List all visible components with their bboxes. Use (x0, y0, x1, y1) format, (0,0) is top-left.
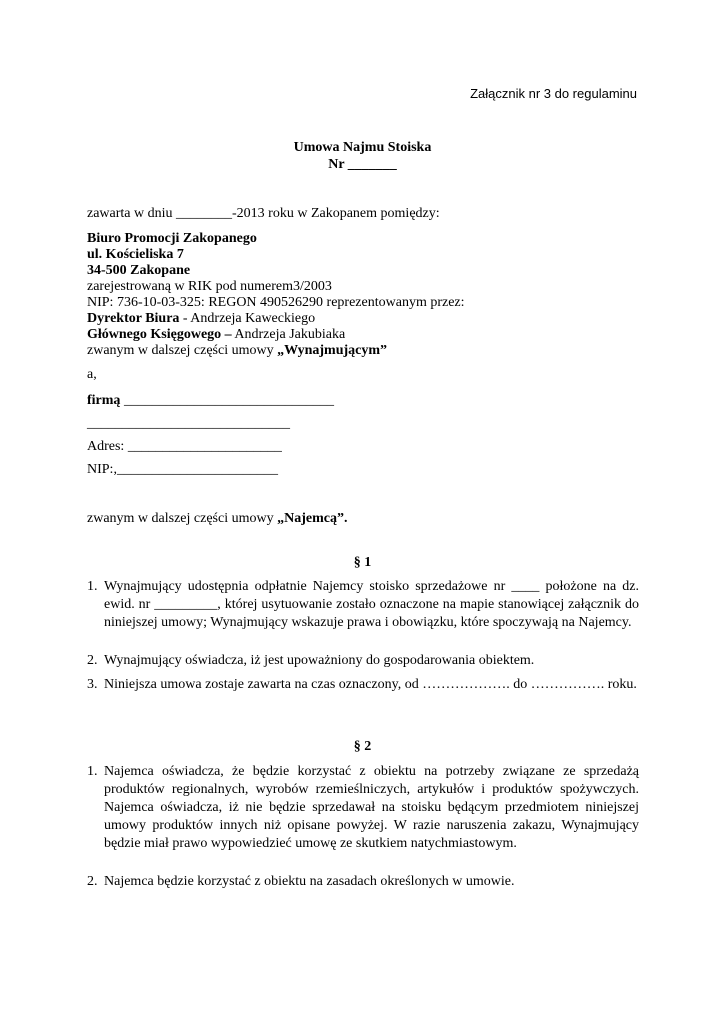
item-text: Najemca oświadcza, że będzie korzystać z obiektu na potrzeby związane ze sprzedażą produktów regionalnych, wyrobów rzemieślniczych, artykułów i produktów spożywczych. Najemca oświadcza, iż nie będzie sprzedawał na stoisku będącym przedmiotem niniejszej umowy produktów innych niż opisane powyżej. W razie naruszenia zakazu, Wynajmujący będzie miał prawo wypowiedzieć umowę ze skutkiem natychmiastowym. (104, 764, 639, 851)
item-text: Niniejsza umowa zostaje zawarta na czas oznaczony, od ………………. do ……………. roku. (104, 677, 637, 692)
landlord-called-name: „Wynajmującym” (277, 343, 388, 358)
section-2-item-2 (87, 873, 639, 891)
section-1-heading: § 1 (353, 555, 372, 570)
landlord-director (87, 310, 315, 327)
tenant-called-name: „Najemcą”. (277, 511, 348, 526)
landlord-called-prefix: zwanym w dalszej części umowy (87, 343, 278, 358)
section-2-heading: § 2 (353, 739, 372, 754)
landlord-registration: zarejestrowaną w RIK pod numerem3/2003 (87, 279, 332, 294)
conjunction: a, (87, 367, 97, 382)
accountant-role: Głównego Księgowego – (87, 327, 232, 342)
landlord-tax-ids: NIP: 736-10-03-325: REGON 490526290 reprezentowanym przez: (87, 295, 465, 310)
landlord-city: 34-500 Zakopane (87, 263, 191, 278)
item-text: Najemca będzie korzystać z obiektu na zasadach określonych w umowie. (104, 874, 515, 889)
tenant-nip: NIP:,_______________________ (87, 462, 278, 477)
director-role: Dyrektor Biura (87, 311, 180, 326)
section-1-item-3 (87, 676, 639, 694)
item-number: 2. (87, 653, 98, 668)
tenant-firm-blank-2: _____________________________ (87, 416, 290, 431)
section-1-item-2 (87, 652, 639, 670)
tenant-called (87, 510, 347, 527)
landlord-called (87, 342, 387, 359)
intro-line: zawarta w dniu ________-2013 roku w Zakopanem pomiędzy: (87, 206, 440, 221)
section-2-item-1 (87, 763, 639, 853)
annex-label: Załącznik nr 3 do regulaminu (470, 86, 637, 101)
tenant-firm-blank: ______________________________ (120, 393, 334, 408)
tenant-called-prefix: zwanym w dalszej części umowy (87, 511, 278, 526)
tenant-firm (87, 392, 334, 409)
section-1-item-1 (87, 578, 639, 632)
tenant-address: Adres: ______________________ (87, 439, 282, 454)
landlord-name: Biuro Promocji Zakopanego (87, 231, 257, 246)
item-number: 3. (87, 677, 98, 692)
director-name: - Andrzeja Kaweckiego (179, 311, 316, 326)
contract-number: Nr _______ (328, 157, 397, 172)
item-text: Wynajmujący oświadcza, iż jest upoważniony do gospodarowania obiektem. (104, 653, 535, 668)
item-number: 2. (87, 874, 98, 889)
document-title: Umowa Najmu Stoiska (293, 140, 432, 155)
landlord-accountant (87, 326, 345, 343)
item-number: 1. (87, 764, 98, 779)
tenant-firm-label: firmą (87, 393, 121, 408)
accountant-name: Andrzeja Jakubiaka (231, 327, 346, 342)
item-text: Wynajmujący udostępnia odpłatnie Najemcy stoisko sprzedażowe nr ____ położone na dz. ewid. nr _________, której usytuowanie zostało oznaczone na mapie stanowiącej załącznik do niniejszej umowy; Wynajmujący wskazuje prawa i obowiązku, które spoczywają na Najemcy. (104, 579, 639, 630)
item-number: 1. (87, 579, 98, 594)
landlord-street: ul. Kościeliska 7 (87, 247, 184, 262)
